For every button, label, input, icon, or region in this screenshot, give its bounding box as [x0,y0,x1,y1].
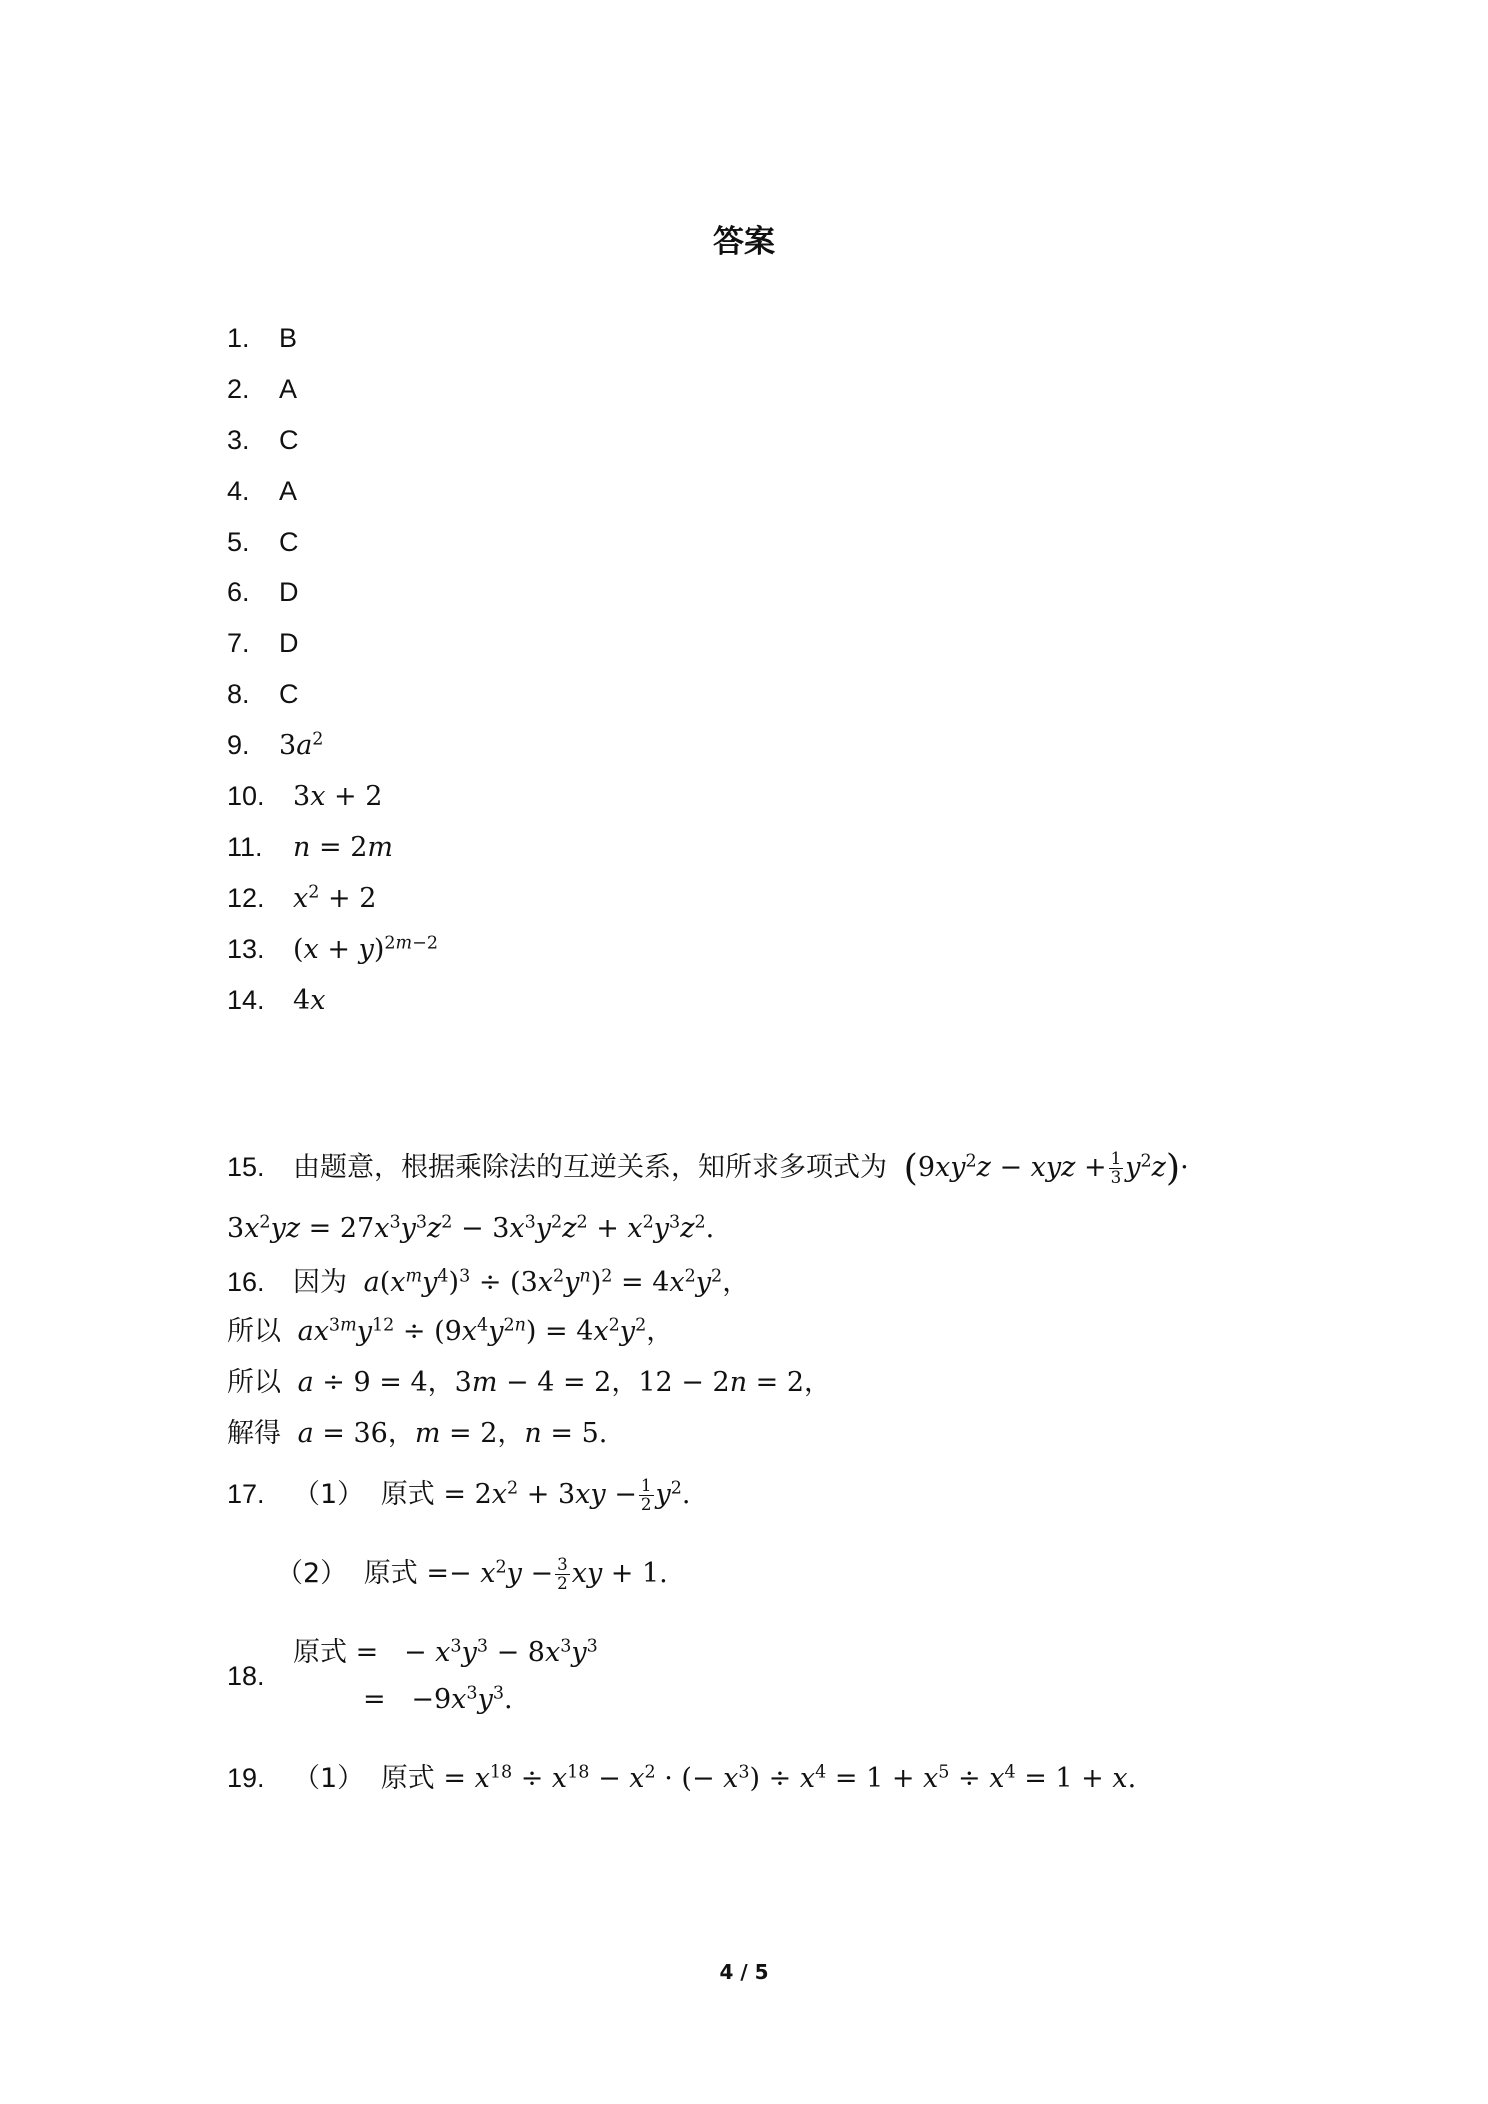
answer-item-16-line4: 解得 a = 36，m = 2，n = 5. [227,1418,608,1449]
answer-value: C [279,425,299,455]
answer-item-18: 18. [227,1661,265,1691]
answer-number: 4. [227,476,250,506]
answer-item [227,572,299,612]
answer-item-13: 13. $(x + y)^{2m-2}$ [227,933,438,965]
answer-value: C [279,679,299,709]
math-expression: =− $x^2y$ − $\frac{3}{2}$ xy + 1. [426,1554,668,1593]
answer-value: A [279,374,298,404]
answer-number: 3. [227,425,250,455]
math-expression: a = 36，m = 2，n = 5. [297,1418,608,1449]
math-expression: 4x [293,985,326,1016]
answer-item [227,369,297,409]
answer-value: D [279,628,299,658]
answer-number: 2. [227,374,250,404]
answer-item-9: 9. $3a^2$ [227,729,324,761]
math-expression: = $2x^2 + 3xy$ − $\frac{1}{2}$ $y^2$. [443,1475,691,1514]
answer-value: B [279,323,298,353]
answer-item-15: 15. 由题意，根据乘除法的互逆关系，知所求多项式为 ($9xy^2z$ − xyz + $\frac{1}{3}$ $y^2z)\cdot$ [227,1146,1189,1189]
math-expression: $x^2 + 2$ [293,882,377,914]
answer-number: 1. [227,323,250,353]
answer-item-12: 12. $x^2 + 2$ [227,882,377,914]
answer-item-19: 19. （1） 原式 = $x^{18} \div x^{18} - x^2$ · (− $x^3) \div x^4 = 1 + x^5 \div x^4 = 1 + x$. [227,1762,1137,1794]
answer-item-17: 17. （1） 原式 = $2x^2 + 3xy$ − $\frac{1}{2}$ $y^2$. [227,1475,691,1514]
answer-value: C [279,527,299,557]
answer-item-18-line1: 原式 = − $x^3y^3 - 8x^3y^3$ [293,1636,598,1668]
answer-item-14: 14. 4x [227,985,326,1016]
answer-item [227,318,297,358]
answer-item-10: 10. 3x + 2 [227,781,383,812]
answer-value: D [279,577,299,607]
math-expression: ($9xy^2z$ − xyz + $\frac{1}{3}$ $y^2z)\cdot$ [903,1146,1189,1189]
page-title: 答案 [713,224,775,260]
answer-item-11: 11. n = 2m [227,832,393,863]
answer-item-18-line2 [363,1680,513,1720]
answer-item [227,623,299,663]
answer-item [227,420,299,460]
math-expression: = $-9x^3y^3$. [363,1683,513,1715]
answer-item [227,471,297,511]
answer-text: 由题意，根据乘除法的互逆关系，知所求多项式为 [293,1152,887,1183]
math-expression: = − $x^3y^3 - 8x^3y^3$ [355,1636,598,1668]
answer-item-16: 16. 因为 $a(x^my^4)^3 \div (3x^2y^n)^2 = 4x^2y^2$， [227,1266,750,1298]
math-expression: $3a^2$ [279,729,324,761]
math-expression: a ÷ 9 = 4，3m − 4 = 2，12 − 2n = 2， [297,1367,832,1398]
math-expression: 3x + 2 [293,781,383,812]
answer-number: 7. [227,628,250,658]
page-number: 4 / 5 [719,1960,769,1984]
answer-value: A [279,476,298,506]
answer-number: 5. [227,527,250,557]
answer-item [227,674,299,714]
math-expression: $(x + y)^{2m-2}$ [293,933,438,965]
math-expression: $a(x^my^4)^3 \div (3x^2y^n)^2 = 4x^2y^2$， [363,1266,750,1298]
answer-item-16-line2: 所以 $ax^{3m}y^{12} \div (9x^4y^{2n}) = 4x^2y^2$， [227,1315,674,1347]
answer-number: 8. [227,679,250,709]
answer-item-16-line3: 所以 a ÷ 9 = 4，3m − 4 = 2，12 − 2n = 2， [227,1367,832,1398]
answer-number: 6. [227,577,250,607]
math-expression: $3x^2yz = 27x^3y^3z^2 - 3x^3y^2z^2 + x^2y^3z^2$. [227,1212,715,1244]
math-expression: n = 2m [293,832,393,863]
answer-item-17-part2: （2） 原式 =− $x^2y$ − $\frac{3}{2}$ xy + 1. [276,1554,668,1593]
answer-item-15-cont [227,1209,714,1249]
math-expression: = $x^{18} \div x^{18} - x^2$ · (− $x^3) \div x^4 = 1 + x^5 \div x^4 = 1 + x$. [443,1762,1137,1794]
math-expression: $ax^{3m}y^{12} \div (9x^4y^{2n}) = 4x^2y^2$， [297,1315,674,1347]
answer-item [227,522,299,562]
